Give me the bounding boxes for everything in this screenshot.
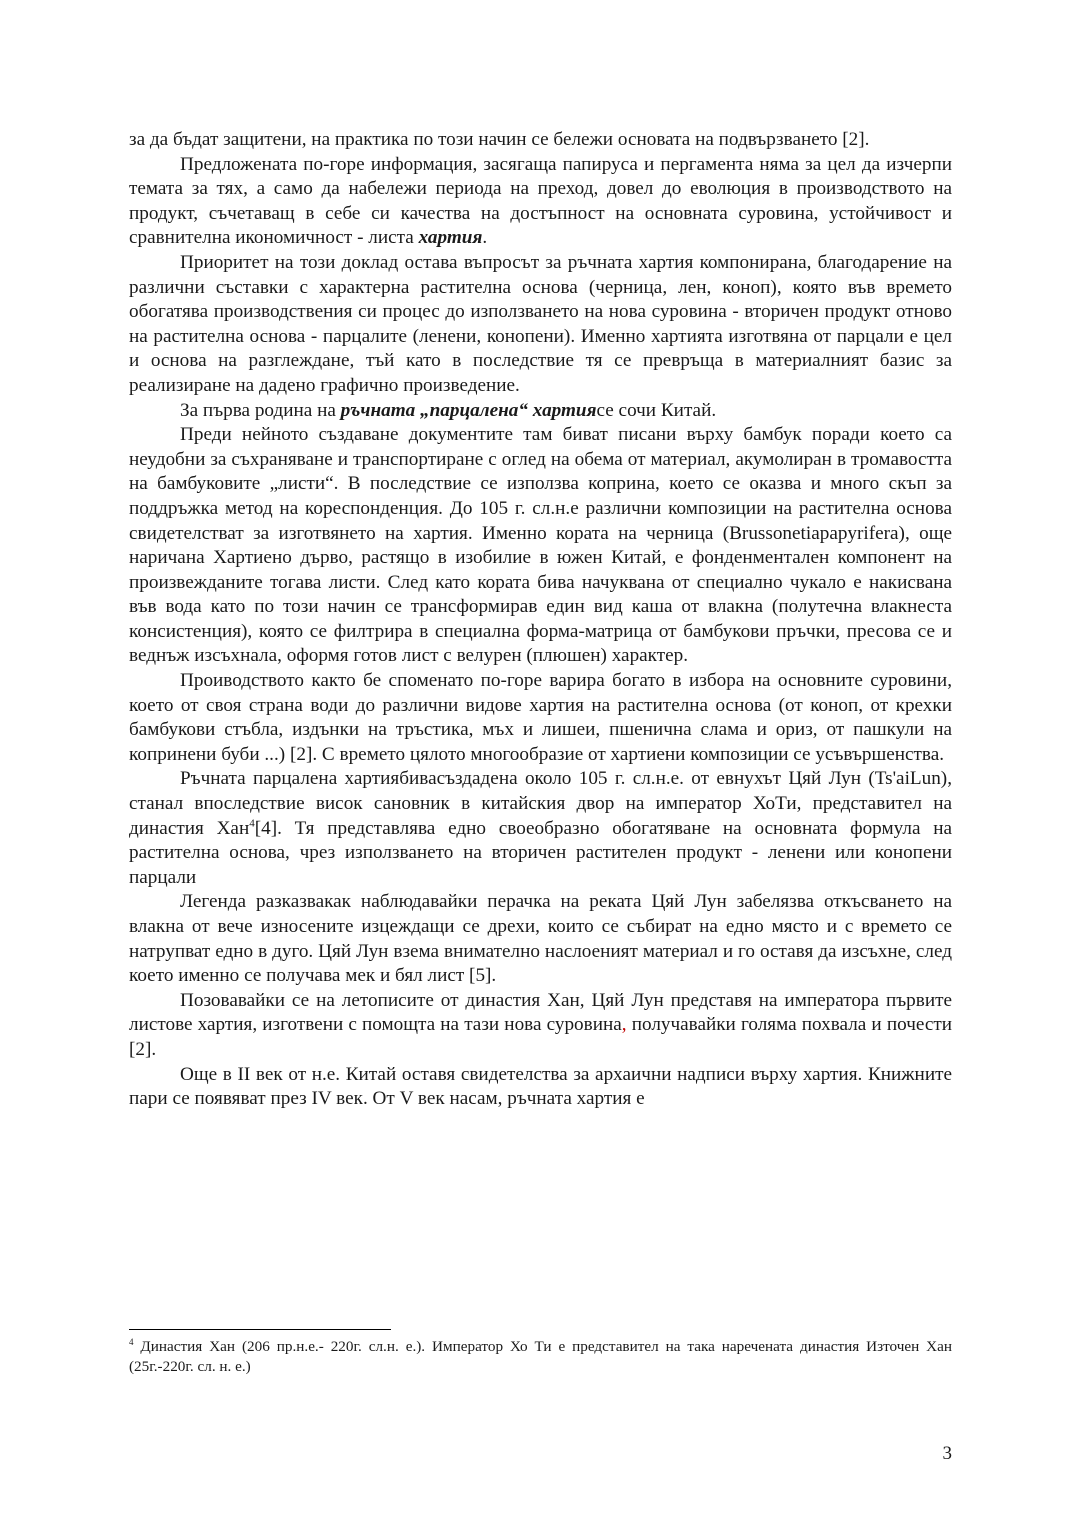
body-text (129, 128, 952, 1112)
paragraph-9-end: получавайки голяма похвала и почести [2]. (129, 1014, 953, 1060)
footnote-reference: 4 (249, 817, 255, 830)
paragraph-4-end: се сочи Китай. (596, 399, 717, 421)
paragraph-9 (129, 989, 952, 1063)
paragraph-7-end: [4]. Тя представлява едно своеобразно обогатяване на основната формула на растителна основа, чрез използването на вторичен растителен продукт - ленени или конопени парцали (129, 817, 953, 888)
paragraph-1: за да бъдат защитени, на практика по този начин се бележи основата на подвързването [2]. (129, 129, 870, 150)
paragraph-10: Още в II век от н.е. Китай оставя свидетелства за архаични надписи върху хартия. Книжните пари се появяват през IV век. От V век насам, ръчната хартия е (129, 1063, 952, 1110)
paragraph-7-text: Ръчната парцалена хартиябивасъздадена около 105 г. сл.н.е. от евнухът Цяй Лун (Ts'aiLun), станал впоследствие висок сановник в китайския двор на император ХоТи, представител на династия Хан (129, 768, 952, 839)
red-comma: , (621, 1014, 627, 1036)
paragraph-2-end: . (482, 227, 488, 249)
paragraph-5: Преди нейното създаване документите там биват писани върху бамбук поради което са неудобни за съхраняване и транспортиране с оглед на обема от материал, акумолиран в тромавостта на бамбуковите „листи“. В последствие се използва коприна, което се оказва и много скъп за поддръжка метод на кореспонденция. До 105 г. сл.н.е различни композиции на растителна основа свидетелстват за изготвянето на хартия. Именно кората на черница (Brussonetiapapyrifera), още наричана Хартиено дърво, растящо в изобилие в южен Китай, е фонденментален компонент на произвежданите тогава листи. След като кората бива начуквана от специално чукало е накисвана във вода като по този начин се трансформирав един вид каша от влакна (полутечна влакнеста консистенция), която се филтрира в специална форма-матрица от бамбукови пръчки, пресова се и веднъж изсъхнала, оформя готов лист с велурен (плюшен) характер. (129, 424, 952, 667)
paragraph-9-text: Позовавайки се на летописите от династия Хан, Цяй Лун представя на императора първите листове хартия, изготвени с помощта на тази нова суровина (129, 989, 952, 1036)
paragraph-3: Приоритет на този доклад остава въпросът за ръчната хартия компонирана, благодарение на различни съставки с характерна растителна основа (черница, лен, коноп), която във времето обогатява производствения си процес до използването на нова суровина - вторичен продукт отново на растителна основа - парцалите (ленени, конопени). Именно хартията изготвяна от парцали е цел и основа на разглеждане, тъй като в последствие тя се превръща в материалният базис за реализиране на дадено графично произведение. (129, 251, 952, 396)
footnote-text: Династия Хан (206 пр.н.е.- 220г. сл.н. е.). Император Хо Ти е представител на така наречената династия Източен Хан (25г.-220г. сл. н. е.) (129, 1338, 952, 1375)
page-number: 3 (942, 1443, 952, 1464)
paragraph-2 (129, 153, 952, 251)
footnote (129, 1337, 952, 1377)
paragraph-4 (129, 399, 952, 424)
paragraph-2-text: Предложената по-горе информация, засягаща папируса и пергамента няма за цел да изчерпи темата за тях, а само да набележи периода на преход, довел до еволюция в производството на продукт, съчетаващ в себе си качества на достъпност на основната суровина, устойчивост и сравнителна икономичност - листа (129, 153, 952, 249)
term-rag-paper: ръчната „парцалена“ хартия (340, 399, 597, 421)
paragraph-4-text: За първа родина на (180, 399, 341, 421)
footnote-marker: 4 (129, 1336, 134, 1347)
paragraph-6: Проиводството както бе споменато по-горе варира богато в избора на основните суровини, което от своя страна води до различни видове хартия на растителна основа (от коноп, от крехки бамбукови стъбла, издънки на тръстика, мъх и лишеи, пшенична слама и ориз, от пашкули на копринени буби ...) [2]. С времето цялото многообразие от хартиени композиции се усъвършенства. (129, 670, 952, 765)
term-paper: хартия (418, 227, 483, 249)
paragraph-7 (129, 767, 952, 890)
paragraph-8: Легенда разказвакак наблюдавайки перачка на реката Цяй Лун забелязва откъсването на влакна от вече износените изцеждащи се дрехи, които се събират на едно място и с времето се натрупват едно в дуго. Цяй Лун взема внимателно наслоеният материал и го оставя да изсъхне, след което именно се получава мек и бял лист [5]. (129, 891, 952, 987)
footnote-separator (129, 1329, 391, 1330)
